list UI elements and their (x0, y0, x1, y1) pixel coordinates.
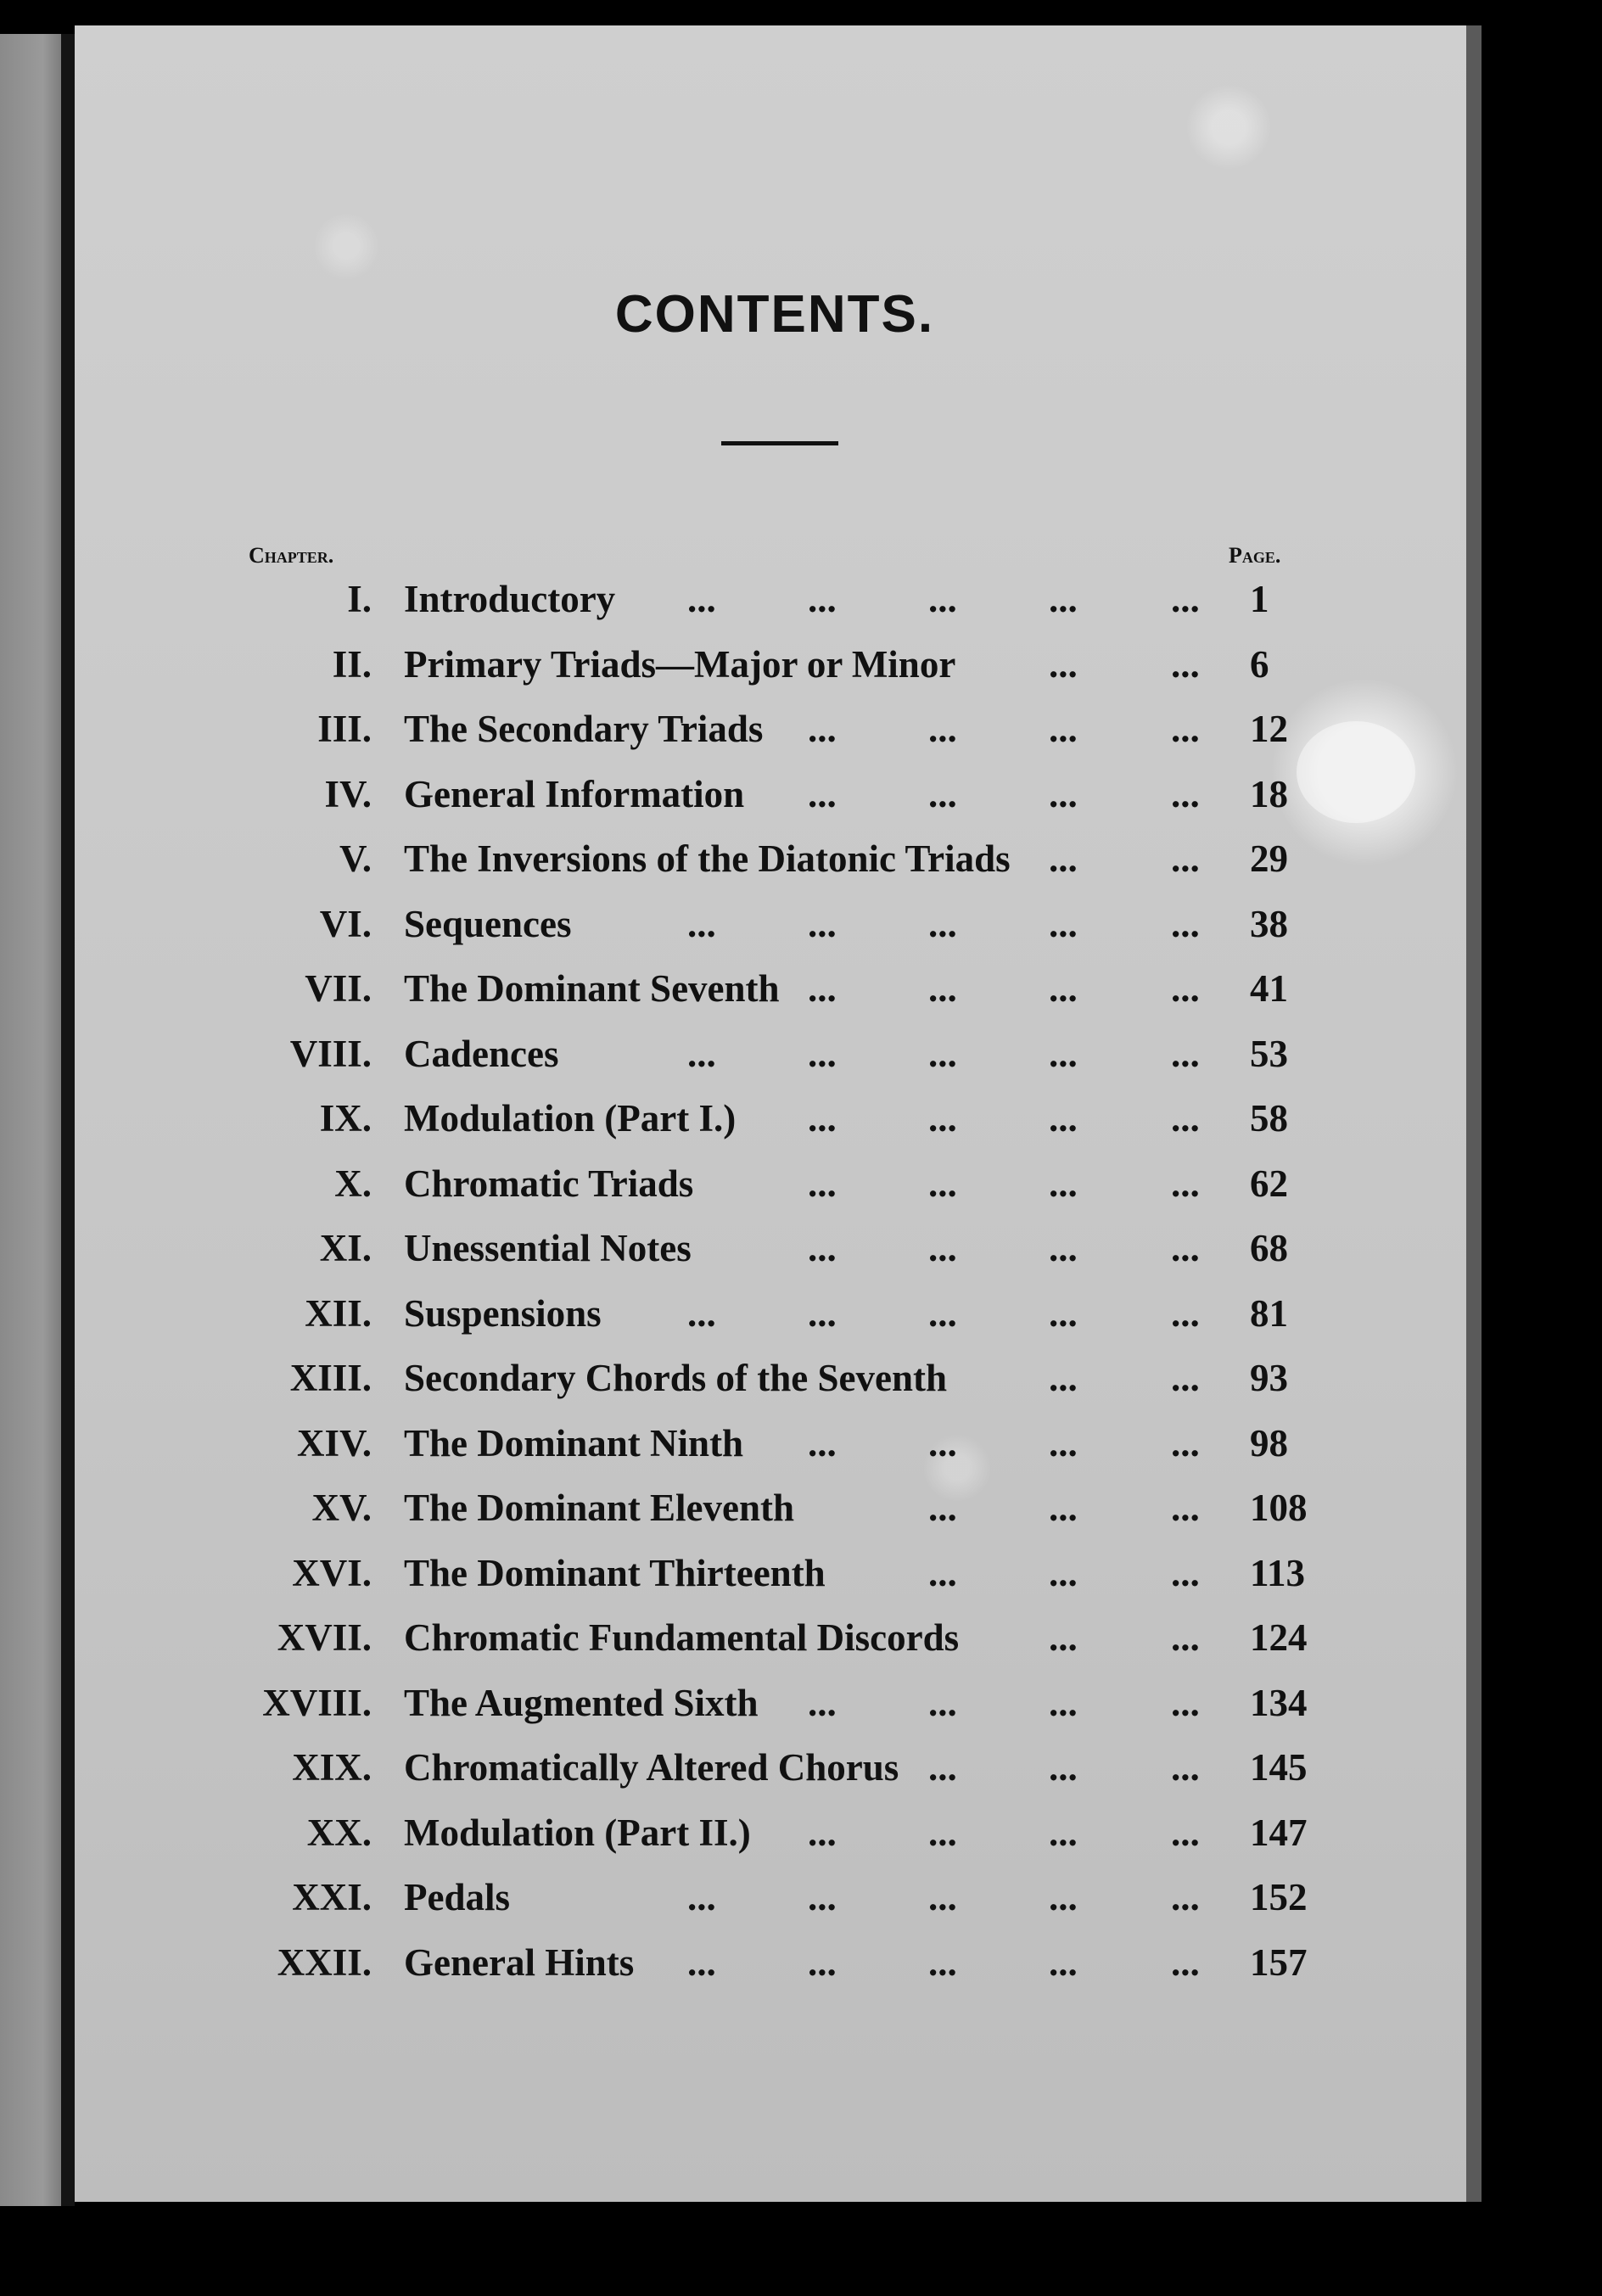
chapter-number: XX. (306, 1811, 372, 1854)
toc-entry (75, 837, 1475, 901)
dot-leader: ... (808, 1032, 837, 1075)
page-number: 98 (1250, 1421, 1288, 1464)
chapter-title: Chromatically Altered Chorus (404, 1746, 899, 1789)
chapter-column-header: Chapter. (249, 543, 334, 568)
dot-leader: ... (1049, 902, 1078, 945)
toc-entry (75, 1032, 1475, 1096)
dot-leader: ... (928, 1291, 957, 1335)
dot-leader: ... (687, 1940, 716, 1984)
dot-leader: ... (1171, 1746, 1200, 1789)
dot-leader: ... (928, 1162, 957, 1205)
dot-leader: ... (928, 1227, 957, 1269)
dot-leader: ... (1049, 1616, 1078, 1659)
page-number: 58 (1250, 1097, 1288, 1140)
chapter-number: I. (347, 578, 372, 620)
dot-leader: ... (928, 1940, 957, 1984)
dot-leader: ... (687, 902, 716, 945)
dot-leader: ... (1171, 1227, 1200, 1269)
page-number: 38 (1250, 902, 1288, 945)
page-number: 81 (1250, 1291, 1288, 1335)
toc-entry (75, 1811, 1475, 1875)
title-rule (721, 441, 838, 445)
toc-entry (75, 707, 1475, 771)
dot-leader: ... (1171, 642, 1200, 686)
chapter-title: Pedals (404, 1876, 511, 1918)
toc-entry (75, 577, 1475, 641)
toc-entry (75, 772, 1475, 837)
dot-leader: ... (1049, 1162, 1078, 1205)
chapter-title: Secondary Chords of the Seventh (404, 1357, 948, 1399)
chapter-number: XIII. (289, 1357, 372, 1399)
dot-leader: ... (1171, 1876, 1200, 1918)
dot-leader: ... (1171, 1162, 1200, 1205)
chapter-number: XVI. (292, 1551, 372, 1594)
page-number: 18 (1250, 772, 1288, 815)
chapter-title: Cadences (404, 1032, 559, 1075)
dot-leader: ... (808, 1097, 837, 1140)
chapter-title: The Dominant Thirteenth (404, 1551, 826, 1594)
page-number: 147 (1250, 1811, 1308, 1854)
chapter-number: XVII. (277, 1616, 372, 1659)
dot-leader: ... (1171, 1616, 1200, 1659)
chapter-title: Chromatic Fundamental Discords (404, 1616, 960, 1659)
chapter-title: Unessential Notes (404, 1227, 692, 1269)
dot-leader: ... (1049, 708, 1078, 750)
chapter-title: Suspensions (404, 1291, 602, 1335)
page-number: 152 (1250, 1876, 1308, 1918)
dot-leader: ... (1171, 772, 1200, 815)
chapter-number: XV. (311, 1487, 372, 1529)
dot-leader: ... (1171, 708, 1200, 750)
toc-entry (75, 1551, 1475, 1616)
chapter-number: XIV. (297, 1421, 372, 1464)
chapter-title: Chromatic Triads (404, 1162, 694, 1205)
dot-leader: ... (1171, 837, 1200, 880)
page-number: 1 (1250, 578, 1269, 620)
dot-leader: ... (928, 1421, 957, 1464)
dot-leader: ... (928, 1032, 957, 1075)
dot-leader: ... (1049, 1291, 1078, 1335)
page-number: 124 (1250, 1616, 1308, 1659)
toc-entry (75, 966, 1475, 1031)
chapter-number: X. (334, 1162, 372, 1205)
chapter-number: VIII. (289, 1032, 372, 1075)
dot-leader: ... (1049, 1421, 1078, 1464)
dot-leader: ... (1049, 1097, 1078, 1140)
dot-leader: ... (1049, 1032, 1078, 1075)
page-number: 108 (1250, 1487, 1308, 1529)
dot-leader: ... (1171, 578, 1200, 620)
chapter-number: XXI. (292, 1876, 372, 1918)
toc-entry (75, 1226, 1475, 1291)
dot-leader: ... (1049, 837, 1078, 880)
chapter-number: XXII. (277, 1940, 372, 1984)
chapter-title: The Dominant Eleventh (404, 1487, 795, 1529)
dot-leader: ... (808, 1162, 837, 1205)
dot-leader: ... (1049, 772, 1078, 815)
dot-leader: ... (808, 578, 837, 620)
chapter-number: XII. (305, 1291, 372, 1335)
dot-leader: ... (1049, 1940, 1078, 1984)
page-number: 68 (1250, 1227, 1288, 1269)
chapter-number: VI. (319, 902, 372, 945)
dot-leader: ... (928, 902, 957, 945)
dot-leader: ... (687, 1291, 716, 1335)
dot-leader: ... (928, 1487, 957, 1529)
chapter-number: V. (339, 837, 372, 880)
chapter-number: XVIII. (262, 1681, 372, 1724)
chapter-title: The Augmented Sixth (404, 1681, 759, 1724)
toc-entry (75, 1745, 1475, 1810)
toc-entry (75, 1875, 1475, 1940)
chapter-title: Primary Triads—Major or Minor (404, 642, 956, 686)
dot-leader: ... (1049, 1876, 1078, 1918)
dot-leader: ... (1171, 1940, 1200, 1984)
dot-leader: ... (928, 1097, 957, 1140)
dot-leader: ... (1049, 1811, 1078, 1854)
dot-leader: ... (808, 1811, 837, 1854)
dot-leader: ... (1049, 1487, 1078, 1529)
dot-leader: ... (1171, 1032, 1200, 1075)
dot-leader: ... (1049, 578, 1078, 620)
dot-leader: ... (928, 967, 957, 1010)
dot-leader: ... (1049, 642, 1078, 686)
chapter-number: XI. (319, 1227, 372, 1269)
dot-leader: ... (1171, 1291, 1200, 1335)
book-spine (61, 34, 75, 2206)
dot-leader: ... (1049, 1746, 1078, 1789)
paper-stain (1297, 721, 1415, 823)
dot-leader: ... (1171, 1487, 1200, 1529)
page-number: 6 (1250, 642, 1269, 686)
dot-leader: ... (928, 708, 957, 750)
page-number: 157 (1250, 1940, 1308, 1984)
chapter-title: Sequences (404, 902, 572, 945)
left-page-edge (0, 34, 61, 2206)
toc-entry (75, 1486, 1475, 1550)
chapter-number: IV. (324, 772, 372, 815)
dot-leader: ... (687, 1032, 716, 1075)
chapter-title: General Hints (404, 1940, 635, 1984)
dot-leader: ... (808, 708, 837, 750)
dot-leader: ... (808, 1227, 837, 1269)
chapter-number: II. (332, 642, 372, 686)
dot-leader: ... (808, 1681, 837, 1724)
page-number: 12 (1250, 708, 1288, 750)
dot-leader: ... (808, 1291, 837, 1335)
page-title: CONTENTS. (614, 285, 935, 344)
dot-leader: ... (808, 1876, 837, 1918)
page-number: 134 (1250, 1681, 1308, 1724)
dot-leader: ... (928, 1681, 957, 1724)
toc-entry (75, 1356, 1475, 1420)
dot-leader: ... (687, 1876, 716, 1918)
dot-leader: ... (1049, 1681, 1078, 1724)
chapter-title: The Inversions of the Diatonic Triads (404, 837, 1011, 880)
contents-page (75, 25, 1466, 2202)
chapter-number: XIX. (292, 1746, 372, 1789)
chapter-title: The Dominant Seventh (404, 967, 780, 1010)
page-number: 62 (1250, 1162, 1288, 1205)
chapter-title: The Dominant Ninth (404, 1421, 744, 1464)
dot-leader: ... (1049, 1551, 1078, 1594)
chapter-number: VII. (305, 967, 372, 1010)
dot-leader: ... (928, 1876, 957, 1918)
dot-leader: ... (1171, 1681, 1200, 1724)
toc-entry (75, 1291, 1475, 1356)
dot-leader: ... (1171, 967, 1200, 1010)
toc-entry (75, 1162, 1475, 1226)
chapter-title: Introductory (404, 578, 616, 620)
toc-entry (75, 1940, 1475, 2005)
toc-entry (75, 902, 1475, 966)
page-number: 53 (1250, 1032, 1288, 1075)
dot-leader: ... (1171, 1551, 1200, 1594)
dot-leader: ... (1049, 967, 1078, 1010)
page-column-header: Page. (1229, 543, 1281, 568)
dot-leader: ... (808, 967, 837, 1010)
page-number: 145 (1250, 1746, 1308, 1789)
dot-leader: ... (1171, 1421, 1200, 1464)
toc-entry (75, 642, 1475, 707)
toc-entry (75, 1096, 1475, 1161)
dot-leader: ... (808, 902, 837, 945)
dot-leader: ... (928, 1746, 957, 1789)
dot-leader: ... (808, 772, 837, 815)
page-number: 29 (1250, 837, 1288, 880)
dot-leader: ... (1049, 1357, 1078, 1399)
toc-entry (75, 1616, 1475, 1680)
toc-entry (75, 1681, 1475, 1745)
page-shadow-edge (1466, 25, 1482, 2202)
chapter-number: III. (317, 708, 372, 750)
dot-leader: ... (808, 1421, 837, 1464)
page-number: 41 (1250, 967, 1288, 1010)
chapter-title: The Secondary Triads (404, 708, 764, 750)
dot-leader: ... (928, 578, 957, 620)
dot-leader: ... (928, 1811, 957, 1854)
chapter-title: Modulation (Part I.) (404, 1097, 737, 1140)
dot-leader: ... (1171, 1097, 1200, 1140)
chapter-number: IX. (319, 1097, 372, 1140)
dot-leader: ... (1049, 1227, 1078, 1269)
page-number: 93 (1250, 1357, 1288, 1399)
dot-leader: ... (1171, 1357, 1200, 1399)
chapter-title: Modulation (Part II.) (404, 1811, 751, 1854)
dot-leader: ... (1171, 1811, 1200, 1854)
dot-leader: ... (928, 1551, 957, 1594)
dot-leader: ... (808, 1940, 837, 1984)
page-number: 113 (1250, 1551, 1306, 1594)
dot-leader: ... (687, 578, 716, 620)
chapter-title: General Information (404, 772, 745, 815)
toc-entry (75, 1421, 1475, 1486)
dot-leader: ... (1171, 902, 1200, 945)
dot-leader: ... (928, 772, 957, 815)
